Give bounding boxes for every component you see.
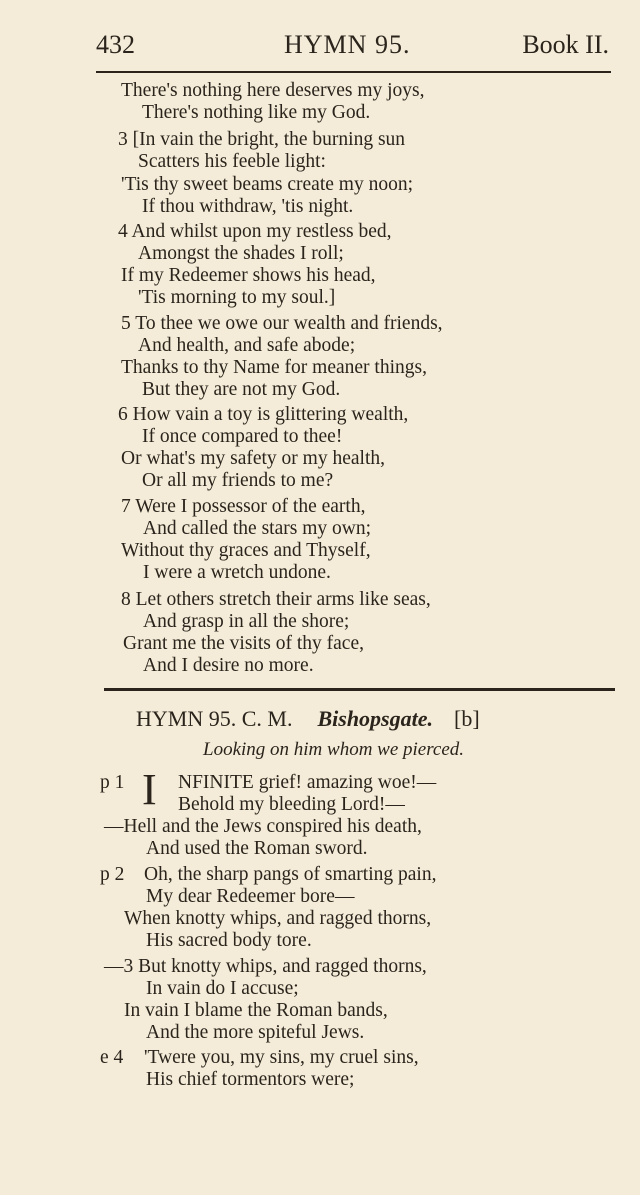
verse-line: Grant me the visits of thy face, bbox=[123, 633, 364, 654]
verse-line: And health, and safe abode; bbox=[138, 335, 356, 356]
verse-line: My dear Redeemer bore— bbox=[146, 886, 355, 907]
tune-name: Bishopsgate. bbox=[317, 706, 433, 731]
section-divider bbox=[104, 688, 615, 691]
verse-line: His sacred body tore. bbox=[146, 930, 312, 951]
verse-mark: e 4 bbox=[100, 1047, 124, 1068]
verse-line: Without thy graces and Thyself, bbox=[121, 540, 371, 561]
verse-line: 'Twere you, my sins, my cruel sins, bbox=[144, 1047, 419, 1068]
verse-line: When knotty whips, and ragged thorns, bbox=[124, 908, 432, 929]
verse-line: 'Tis thy sweet beams create my noon; bbox=[121, 174, 413, 195]
verse-line: And called the stars my own; bbox=[143, 518, 371, 539]
verse-line: I were a wretch undone. bbox=[143, 562, 331, 583]
verse-line: Scatters his feeble light: bbox=[138, 151, 326, 172]
drop-cap: I bbox=[142, 765, 157, 814]
verse-line: 7 Were I possessor of the earth, bbox=[121, 496, 366, 517]
running-title: HYMN 95. bbox=[284, 30, 411, 59]
verse-line: His chief tormentors were; bbox=[146, 1069, 355, 1090]
verse-line: 4 And whilst upon my restless bed, bbox=[118, 221, 392, 242]
verse-mark: p 1 bbox=[100, 772, 125, 793]
verse-line: And used the Roman sword. bbox=[146, 838, 368, 859]
verse-line: If once compared to thee! bbox=[142, 426, 343, 447]
verse-line: NFINITE grief! amazing woe!— bbox=[178, 772, 437, 793]
verse-line: Or what's my safety or my health, bbox=[121, 448, 385, 469]
verse-line: If my Redeemer shows his head, bbox=[121, 265, 376, 286]
verse-line: And the more spiteful Jews. bbox=[146, 1022, 365, 1043]
verse-line: Oh, the sharp pangs of smarting pain, bbox=[144, 864, 437, 885]
verse-line: There's nothing here deserves my joys, bbox=[121, 80, 425, 101]
verse-line: But they are not my God. bbox=[142, 379, 341, 400]
verse-line: 'Tis morning to my soul.] bbox=[138, 287, 336, 308]
verse-line: Behold my bleeding Lord!— bbox=[178, 794, 405, 815]
verse-mark: p 2 bbox=[100, 864, 125, 885]
page-number: 432 bbox=[96, 30, 135, 59]
hymn-95-subtitle: Looking on him whom we pierced. bbox=[203, 739, 465, 760]
header-rule bbox=[96, 71, 611, 73]
verse-line: 3 [In vain the bright, the burning sun bbox=[118, 129, 406, 150]
verse-line: 6 How vain a toy is glittering wealth, bbox=[118, 404, 409, 425]
verse-line: Amongst the shades I roll; bbox=[138, 243, 344, 264]
verse-line: —3 But knotty whips, and ragged thorns, bbox=[104, 956, 427, 977]
verse-line: And I desire no more. bbox=[143, 655, 314, 676]
hymn-95-heading bbox=[136, 706, 480, 732]
verse-line: —Hell and the Jews conspired his death, bbox=[104, 816, 422, 837]
running-header bbox=[96, 30, 611, 66]
tempo-tag: [b] bbox=[454, 706, 480, 731]
verse-line: There's nothing like my God. bbox=[142, 102, 371, 123]
verse-line: And grasp in all the shore; bbox=[143, 611, 350, 632]
verse-line: 8 Let others stretch their arms like seas, bbox=[121, 589, 431, 610]
hymn-95-number: HYMN 95. C. M. bbox=[136, 706, 293, 731]
verse-line: 5 To thee we owe our wealth and friends, bbox=[121, 313, 443, 334]
verse-line: In vain I blame the Roman bands, bbox=[124, 1000, 388, 1021]
verse-line: In vain do I accuse; bbox=[146, 978, 299, 999]
verse-line: Or all my friends to me? bbox=[142, 470, 334, 491]
verse-line: If thou withdraw, 'tis night. bbox=[142, 196, 354, 217]
book-label: Book II. bbox=[522, 30, 609, 59]
verse-line: Thanks to thy Name for meaner things, bbox=[121, 357, 427, 378]
